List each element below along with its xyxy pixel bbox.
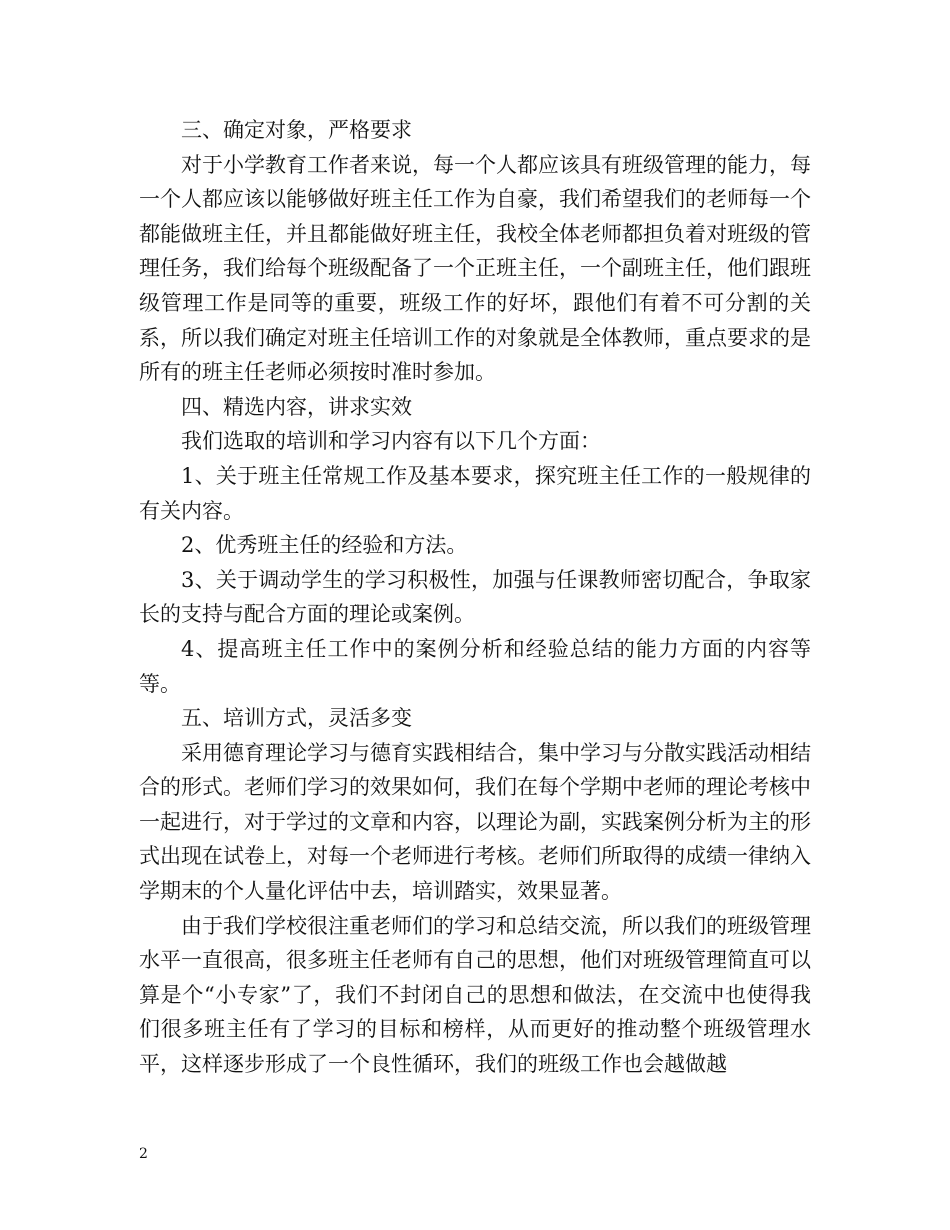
paragraph-training-method: 采用德育理论学习与德育实践相结合，集中学习与分散实践活动相结合的形式。老师们学习的效果如何，我们在每个学期中老师的理论考核中一起进行，对于学过的文章和内容，以理论为副，实践案例分析为主的形式出现在试卷上，对每一个老师进行考核。老师们所取得的成绩一律纳入学期末的个人量化评估中去，培训踏实，效果显著。 <box>139 740 811 904</box>
page-number: 2 <box>139 1146 148 1162</box>
list-item-2: 2、优秀班主任的经验和方法。 <box>181 533 468 558</box>
paragraph-content-intro: 我们选取的培训和学习内容有以下几个方面： <box>181 429 601 454</box>
section-heading-3: 三、确定对象，严格要求 <box>181 118 412 142</box>
paragraph-exchange-results: 由于我们学校很注重老师们的学习和总结交流，所以我们的班级管理水平一直很高，很多班主任老师有自己的思想，他们对班级管理简直可以算是个“小专家”了，我们不封闭自己的思想和做法，在交流中也使得我们很多班主任有了学习的目标和榜样，从而更好的推动整个班级管理水平，这样逐步形成了一个良性循环，我们的班级工作也会越做越 <box>139 913 811 1077</box>
list-item-3: 3、关于调动学生的学习积极性，加强与任课教师密切配合，争取家长的支持与配合方面的理论或案例。 <box>139 567 811 627</box>
section-heading-5: 五、培训方式，灵活多变 <box>181 706 412 731</box>
paragraph-training-targets: 对于小学教育工作者来说，每一个人都应该具有班级管理的能力，每一个人都应该以能够做好班主任工作为自豪，我们希望我们的老师每一个都能做班主任，并且都能做好班主任，我校全体老师都担负着对班级的管理任务，我们给每个班级配备了一个正班主任，一个副班主任，他们跟班级管理工作是同等的重要，班级工作的好坏，跟他们有着不可分割的关系，所以我们确定对班主任培训工作的对象就是全体教师，重点要求的是所有的班主任老师必须按时准时参加。 <box>139 152 811 385</box>
list-item-4: 4、提高班主任工作中的案例分析和经验总结的能力方面的内容等等。 <box>139 636 811 696</box>
document-body <box>139 113 811 1082</box>
list-item-1: 1、关于班主任常规工作及基本要求，探究班主任工作的一般规律的有关内容。 <box>139 463 811 523</box>
section-heading-4: 四、精选内容，讲求实效 <box>181 394 412 419</box>
